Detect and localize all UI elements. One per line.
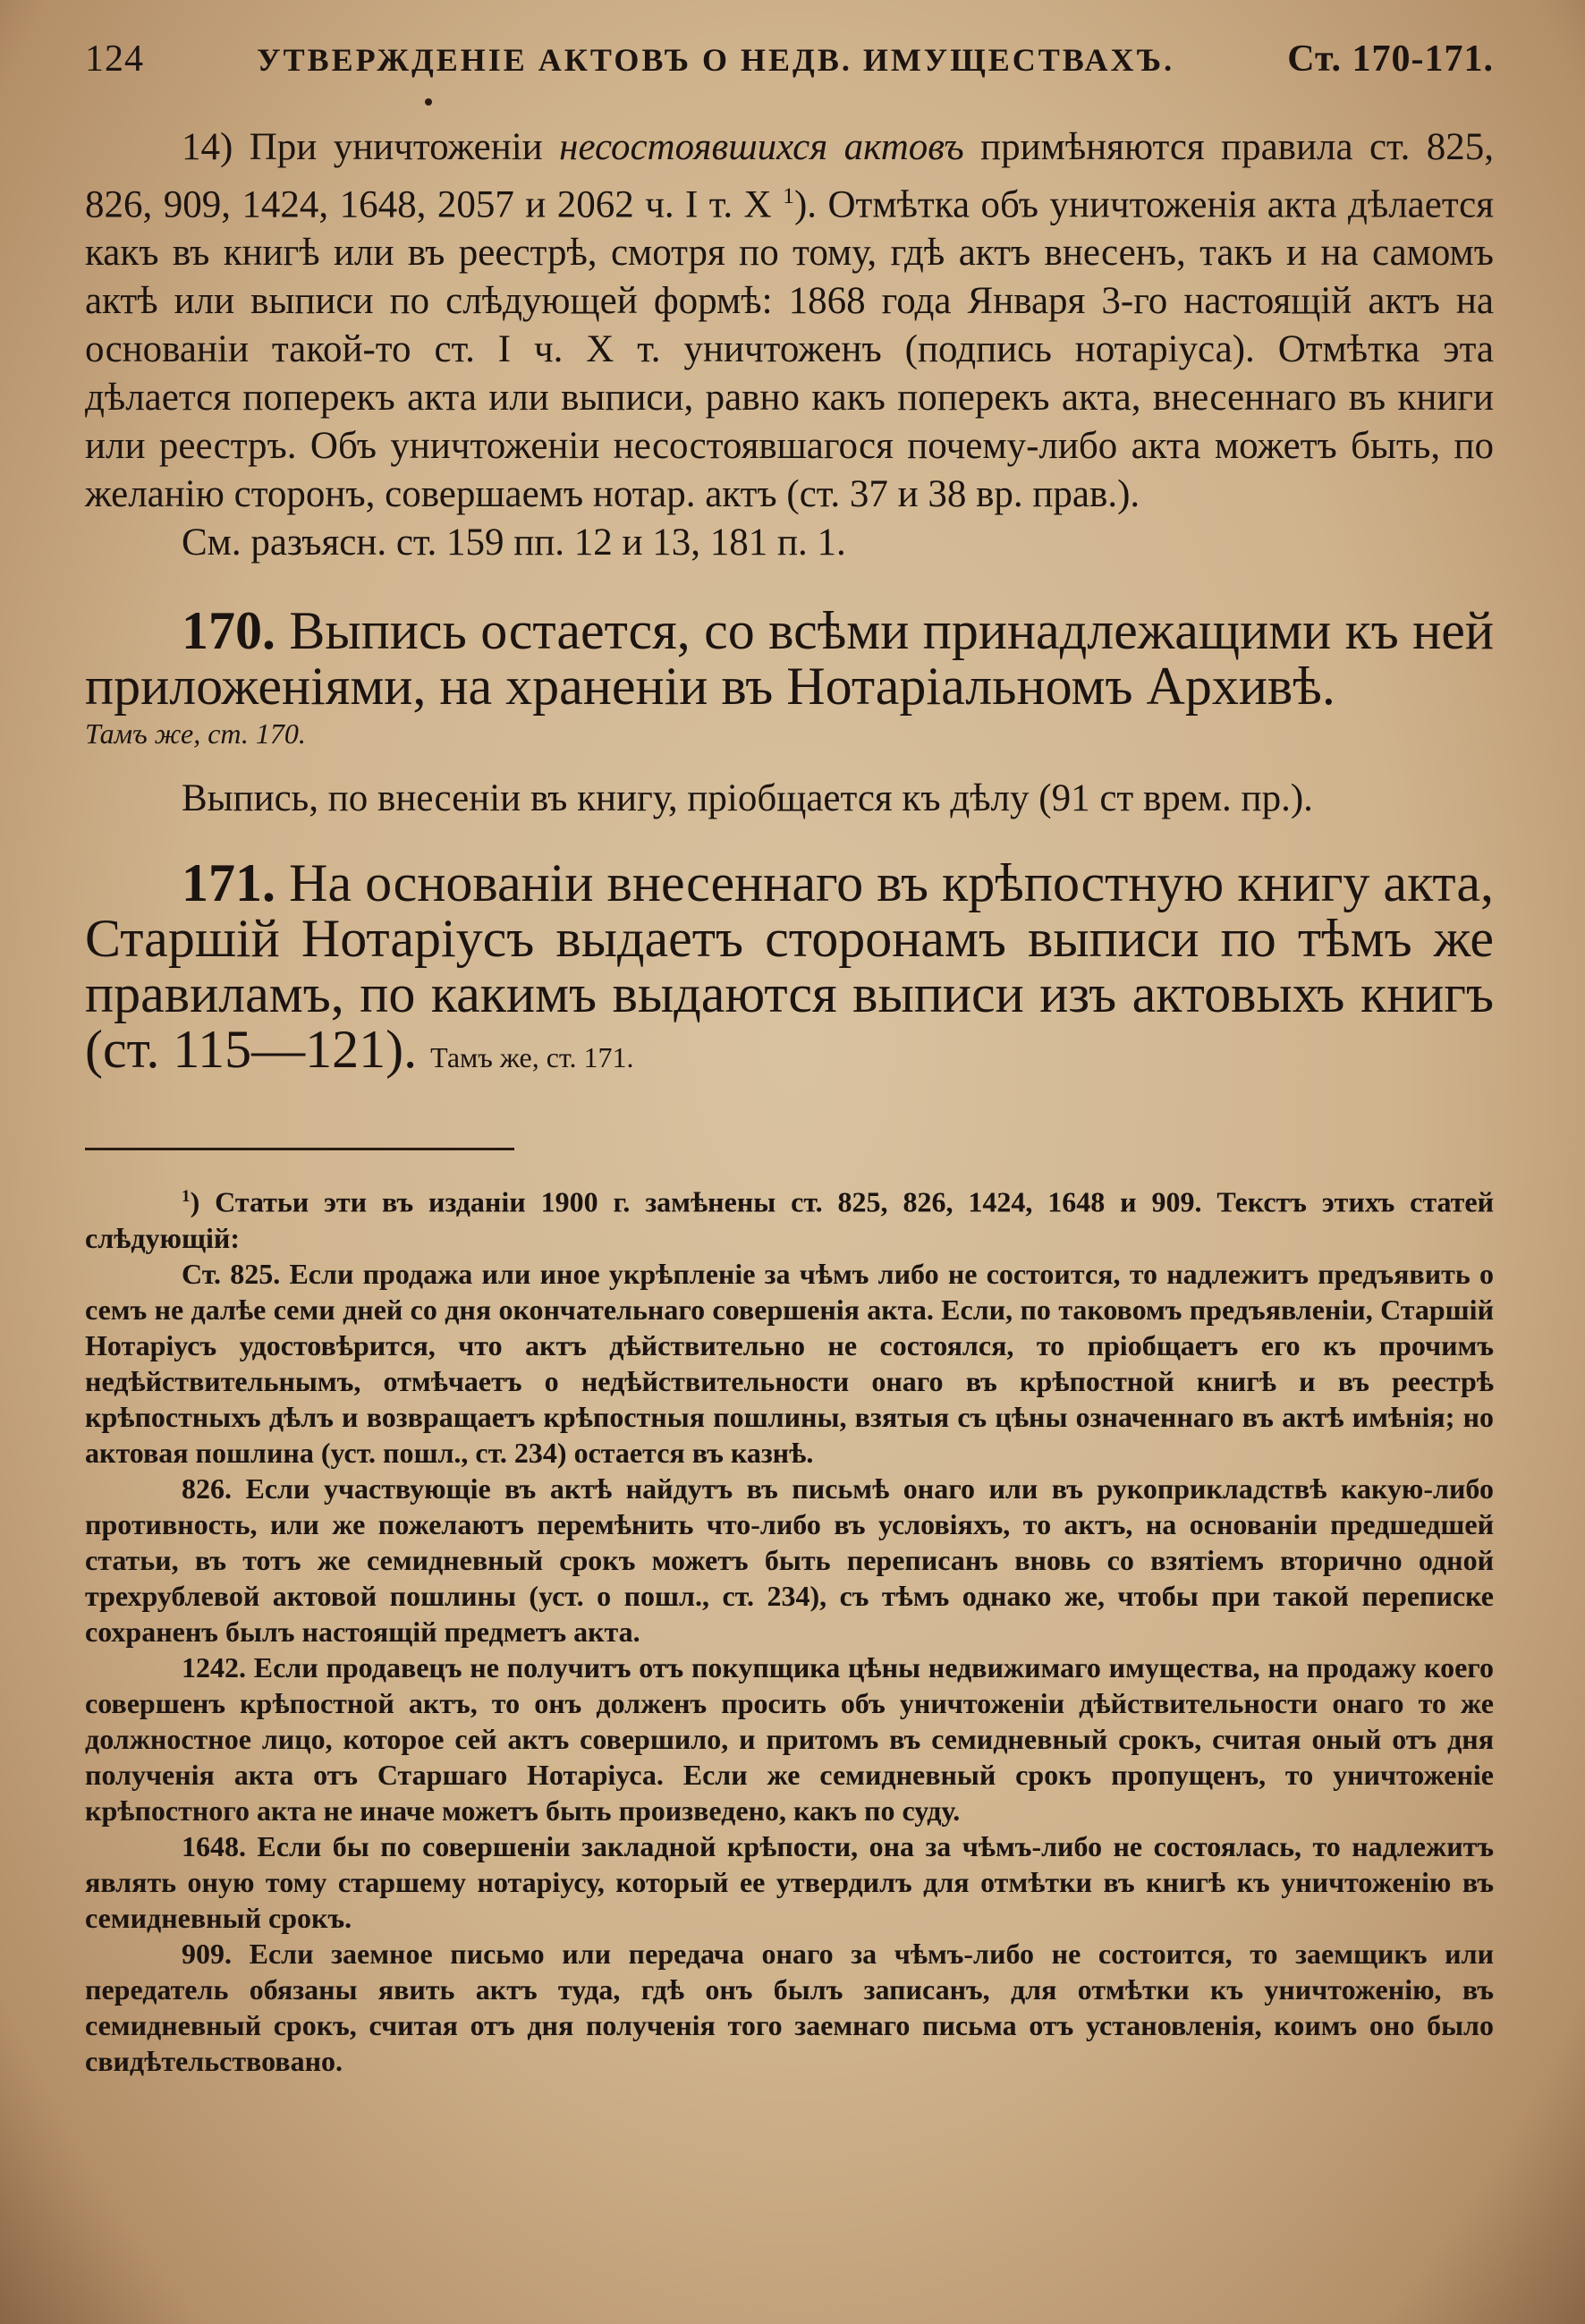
article-171	[85, 855, 1494, 1085]
note-14-text-cont: ). Отмѣтка объ уничтоженія акта дѣлается какъ въ книгѣ или въ реестрѣ, смотря по тому, гдѣ актъ внесенъ, такъ и на самомъ актѣ или выписи по слѣдующей формѣ: 1868 года Января 3-го настоящій актъ на основаніи такой-то ст. I ч. X т. уничтоженъ (подпись нотаріуса). Отмѣтка эта дѣлается поперекъ акта или выписи, равно какъ поперекъ акта, внесеннаго въ книги или реестръ. Объ уничтоженіи несостоявшагося почему-либо акта можетъ быть, по желанію сторонъ, совершаемъ нотар. актъ (ст. 37 и 38 вр. прав.).	[85, 183, 1495, 516]
footnote-art-909: 909. Если заемное письмо или передача онаго за чѣмъ-либо не состоится, то заемщикъ или передатель обязаны явить актъ туда, гдѣ онъ былъ записанъ, для отмѣтки къ уничтоженію, въ семидневный срокъ, считая отъ дня полученія того заемнаго письма отъ установленія, коимъ оно было свидѣтельствовано.	[85, 1937, 1494, 2077]
footnote-art-825: Ст. 825. Если продажа или иное укрѣпленіе за чѣмъ либо не состоится, то надлежитъ предъявить о семъ не далѣе семи дней со дня окончательнаго совершенія акта. Если, по таковомъ предъявленіи, Старшій Нотаріусъ удостовѣрится, что актъ дѣйствительно не состоялся, то пріобщаетъ его къ прочимъ недѣйствительнымъ, отмѣчаетъ о недѣйствительности онаго въ крѣпостной книгѣ и въ реестрѣ крѣпостныхъ дѣлъ и возвращаетъ крѣпостныя пошлины, взятыя съ цѣны означеннаго въ актѣ имѣнія; но актовая пошлина (уст. пошл., ст. 234) остается въ казнѣ.	[85, 1257, 1494, 1469]
footnote-rule	[85, 1148, 514, 1150]
footnote-art-1242: 1242. Если продавецъ не получитъ отъ покупщика цѣны недвижимаго имущества, на продажу коего совершенъ крѣпостной актъ, то онъ долженъ просить объ уничтоженіи дѣйствительности онаго то же должностное лицо, которое сей актъ совершило, и притомъ въ семидневный срокъ, считая оный отъ дня полученія акта отъ Старшаго Нотаріуса. Если же семидневный срокъ пропущенъ, то уничтоженіе крѣпостного акта не иначе можетъ быть произведено, какъ по суду.	[85, 1650, 1494, 1827]
note-14	[85, 123, 1494, 567]
page-number: 124	[85, 38, 144, 80]
note-14-text: примѣняются правила ст. 825, 826, 909, 1424, 1648, 2057 и 2062 ч. I т. X	[85, 126, 1494, 226]
note-14-body	[85, 123, 1494, 519]
article-171-text: На основаніи внесеннаго въ крѣпостную книгу акта, Старшій Нотаріусъ выдаетъ сторонамъ выписи по тѣмъ же правиламъ, по какимъ выдаются выписи изъ актовыхъ книгъ (ст. 115—121).	[85, 853, 1495, 1080]
article-170-number: 170.	[182, 601, 275, 661]
article-170-source: Тамъ же, ст. 170.	[85, 717, 306, 751]
note-14-italic-term: несостоявшихся актовъ	[559, 126, 964, 168]
footnote-ref: 1	[783, 182, 794, 208]
footnote-intro	[85, 1179, 1494, 1256]
ink-dot	[425, 98, 432, 106]
footnote-intro-text: ) Статьи эти въ изданіи 1900 г. замѣнены ст. 825, 826, 1424, 1648 и 909. Текстъ этихъ статей слѣдующій:	[85, 1185, 1494, 1254]
footnote-art-1648: 1648. Если бы по совершеніи закладной крѣпости, она за чѣмъ-либо не состоялась, то надлежитъ являть оную тому старшему нотаріусу, который ее утвердилъ для отмѣтки въ книгѣ къ уничтоженію въ семидневный срокъ.	[85, 1829, 1494, 1934]
article-171-number: 171.	[182, 853, 275, 913]
footnote-art-826: 826. Если участвующіе въ актѣ найдутъ въ письмѣ онаго или въ рукоприкладствѣ какую-либо противность, или же пожелаютъ перемѣнить что-либо въ условіяхъ, то актъ, на основаніи предшедшей статьи, въ тотъ же семидневный срокъ можетъ быть переписанъ вновь со взятіемъ вторично одной трехрублевой актовой пошлины (уст. о пошл., ст. 234), съ тѣмъ однако же, чтобы при такой переписке сохраненъ былъ настоящій предметъ акта.	[85, 1472, 1494, 1648]
article-170-text: Выпись остается, со всѣми принадлежащими къ ней приложеніями, на храненіи въ Нотаріальномъ Архивѣ.	[85, 601, 1494, 717]
page-content	[85, 38, 1494, 2079]
article-range: Ст. 170-171.	[1287, 38, 1494, 80]
running-title: УТВЕРЖДЕНІЕ АКТОВЪ О НЕДВ. ИМУЩЕСТВАХЪ.	[257, 42, 1175, 78]
note-14-see: См. разъясн. ст. 159 пп. 12 и 13, 181 п. 1.	[182, 522, 846, 564]
running-header	[85, 38, 1494, 81]
article-170-note: Выпись, по внесеніи въ книгу, пріобщается къ дѣлу (91 ст врем. пр.).	[182, 777, 1313, 820]
footnotes	[85, 1179, 1494, 2079]
article-170	[85, 601, 1494, 717]
note-14-number: 14) При уничтоженіи	[182, 126, 543, 168]
footnote-mark: 1	[182, 1187, 191, 1207]
article-171-source: Тамъ же, ст. 171.	[430, 1041, 634, 1074]
